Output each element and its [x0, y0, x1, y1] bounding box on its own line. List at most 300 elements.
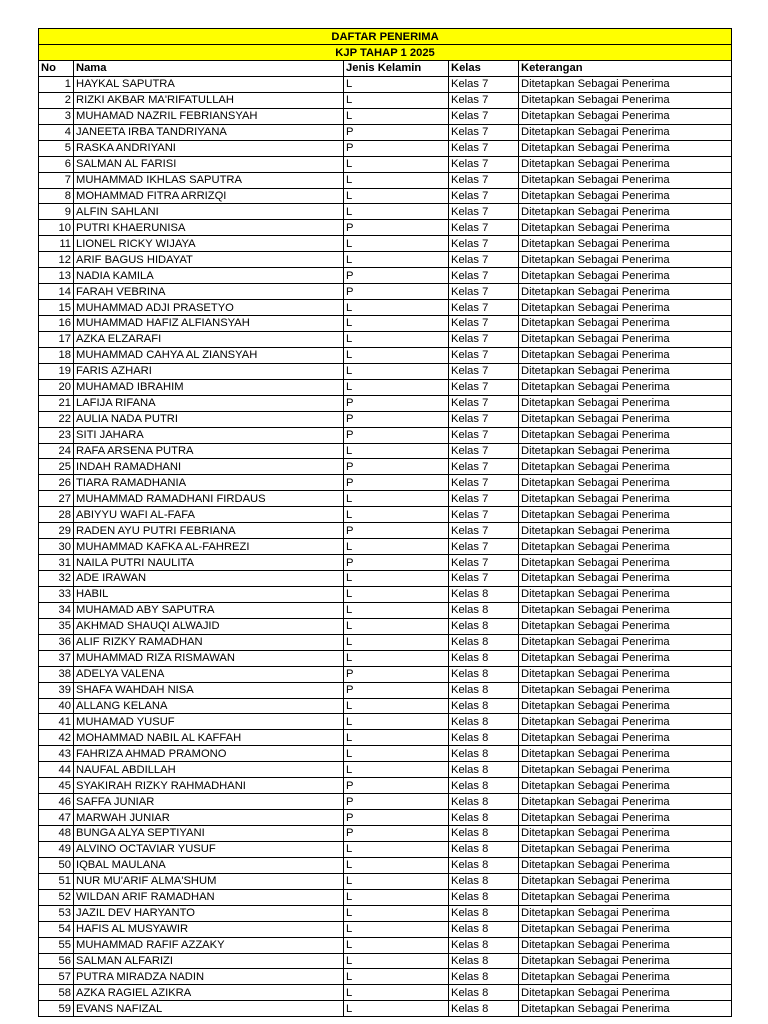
cell-nama: SALMAN AL FARISI	[74, 156, 344, 172]
table-row	[39, 794, 732, 810]
table-row	[39, 539, 732, 555]
table-row	[39, 746, 732, 762]
cell-nama: MOHAMMAD FITRA ARRIZQI	[74, 188, 344, 204]
cell-jenis-kelamin: L	[344, 331, 449, 347]
cell-nama: ALIF RIZKY RAMADHAN	[74, 634, 344, 650]
cell-keterangan: Ditetapkan Sebagai Penerima	[519, 889, 732, 905]
cell-no: 41	[39, 714, 74, 730]
cell-no: 7	[39, 172, 74, 188]
cell-nama: IQBAL MAULANA	[74, 857, 344, 873]
cell-jenis-kelamin: L	[344, 634, 449, 650]
cell-kelas: Kelas 7	[449, 252, 519, 268]
cell-nama: AZKA RAGIEL AZIKRA	[74, 985, 344, 1001]
cell-keterangan: Ditetapkan Sebagai Penerima	[519, 778, 732, 794]
cell-keterangan: Ditetapkan Sebagai Penerima	[519, 586, 732, 602]
col-header-nama: Nama	[74, 61, 344, 77]
table-row	[39, 698, 732, 714]
table-row	[39, 124, 732, 140]
cell-kelas: Kelas 7	[449, 523, 519, 539]
cell-keterangan: Ditetapkan Sebagai Penerima	[519, 682, 732, 698]
col-header-jenis-kelamin: Jenis Kelamin	[344, 61, 449, 77]
table-row	[39, 459, 732, 475]
cell-keterangan: Ditetapkan Sebagai Penerima	[519, 411, 732, 427]
cell-keterangan: Ditetapkan Sebagai Penerima	[519, 252, 732, 268]
cell-no: 27	[39, 491, 74, 507]
cell-kelas: Kelas 8	[449, 969, 519, 985]
cell-jenis-kelamin: L	[344, 156, 449, 172]
cell-no: 23	[39, 427, 74, 443]
table-row	[39, 889, 732, 905]
cell-no: 42	[39, 730, 74, 746]
cell-keterangan: Ditetapkan Sebagai Penerima	[519, 969, 732, 985]
cell-jenis-kelamin: L	[344, 252, 449, 268]
cell-no: 1	[39, 76, 74, 92]
table-row	[39, 905, 732, 921]
table-row	[39, 586, 732, 602]
cell-keterangan: Ditetapkan Sebagai Penerima	[519, 156, 732, 172]
cell-kelas: Kelas 7	[449, 268, 519, 284]
table-row	[39, 841, 732, 857]
cell-no: 6	[39, 156, 74, 172]
col-header-keterangan: Keterangan	[519, 61, 732, 77]
cell-nama: ALLANG KELANA	[74, 698, 344, 714]
cell-kelas: Kelas 8	[449, 618, 519, 634]
title-row	[39, 29, 732, 45]
cell-no: 26	[39, 475, 74, 491]
table-row	[39, 921, 732, 937]
cell-kelas: Kelas 7	[449, 172, 519, 188]
header-row	[39, 61, 732, 77]
cell-keterangan: Ditetapkan Sebagai Penerima	[519, 826, 732, 842]
table-row	[39, 188, 732, 204]
cell-keterangan: Ditetapkan Sebagai Penerima	[519, 268, 732, 284]
table-body	[39, 29, 732, 1017]
table-row	[39, 714, 732, 730]
cell-nama: HAYKAL SAPUTRA	[74, 76, 344, 92]
table-row	[39, 826, 732, 842]
table-row	[39, 810, 732, 826]
cell-nama: FARIS AZHARI	[74, 363, 344, 379]
cell-kelas: Kelas 8	[449, 762, 519, 778]
cell-keterangan: Ditetapkan Sebagai Penerima	[519, 300, 732, 316]
cell-keterangan: Ditetapkan Sebagai Penerima	[519, 985, 732, 1001]
cell-jenis-kelamin: P	[344, 140, 449, 156]
cell-nama: LIONEL RICKY WIJAYA	[74, 236, 344, 252]
cell-jenis-kelamin: L	[344, 539, 449, 555]
table-row	[39, 236, 732, 252]
table-row	[39, 331, 732, 347]
cell-kelas: Kelas 8	[449, 586, 519, 602]
cell-no: 29	[39, 523, 74, 539]
cell-kelas: Kelas 7	[449, 92, 519, 108]
table-row	[39, 778, 732, 794]
cell-keterangan: Ditetapkan Sebagai Penerima	[519, 347, 732, 363]
table-row	[39, 873, 732, 889]
cell-keterangan: Ditetapkan Sebagai Penerima	[519, 650, 732, 666]
cell-kelas: Kelas 7	[449, 76, 519, 92]
table-row	[39, 379, 732, 395]
cell-nama: MUHAMMAD RIZA RISMAWAN	[74, 650, 344, 666]
cell-nama: MUHAMMAD ADJI PRASETYO	[74, 300, 344, 316]
table-row	[39, 252, 732, 268]
cell-nama: EVANS NAFIZAL	[74, 1001, 344, 1017]
cell-jenis-kelamin: L	[344, 316, 449, 332]
cell-no: 35	[39, 618, 74, 634]
table-row	[39, 140, 732, 156]
table-row	[39, 953, 732, 969]
cell-kelas: Kelas 8	[449, 634, 519, 650]
cell-kelas: Kelas 7	[449, 347, 519, 363]
cell-no: 36	[39, 634, 74, 650]
cell-jenis-kelamin: L	[344, 379, 449, 395]
cell-no: 54	[39, 921, 74, 937]
cell-nama: NAILA PUTRI NAULITA	[74, 555, 344, 571]
cell-no: 33	[39, 586, 74, 602]
cell-nama: MUHAMAD ABY SAPUTRA	[74, 602, 344, 618]
cell-keterangan: Ditetapkan Sebagai Penerima	[519, 108, 732, 124]
cell-no: 2	[39, 92, 74, 108]
cell-no: 45	[39, 778, 74, 794]
col-header-kelas: Kelas	[449, 61, 519, 77]
cell-kelas: Kelas 7	[449, 507, 519, 523]
cell-keterangan: Ditetapkan Sebagai Penerima	[519, 571, 732, 587]
cell-nama: RIZKI AKBAR MA'RIFATULLAH	[74, 92, 344, 108]
table-row	[39, 602, 732, 618]
cell-keterangan: Ditetapkan Sebagai Penerima	[519, 873, 732, 889]
cell-jenis-kelamin: L	[344, 300, 449, 316]
cell-nama: MUHAMMAD KAFKA AL-FAHREZI	[74, 539, 344, 555]
cell-no: 38	[39, 666, 74, 682]
cell-kelas: Kelas 7	[449, 331, 519, 347]
cell-nama: MARWAH JUNIAR	[74, 810, 344, 826]
cell-nama: JANEETA IRBA TANDRIYANA	[74, 124, 344, 140]
cell-no: 30	[39, 539, 74, 555]
cell-keterangan: Ditetapkan Sebagai Penerima	[519, 92, 732, 108]
table-row	[39, 634, 732, 650]
cell-keterangan: Ditetapkan Sebagai Penerima	[519, 746, 732, 762]
cell-keterangan: Ditetapkan Sebagai Penerima	[519, 507, 732, 523]
cell-jenis-kelamin: L	[344, 746, 449, 762]
cell-kelas: Kelas 8	[449, 810, 519, 826]
cell-kelas: Kelas 8	[449, 746, 519, 762]
cell-nama: ADELYA VALENA	[74, 666, 344, 682]
cell-jenis-kelamin: L	[344, 586, 449, 602]
cell-no: 57	[39, 969, 74, 985]
cell-keterangan: Ditetapkan Sebagai Penerima	[519, 730, 732, 746]
cell-kelas: Kelas 8	[449, 826, 519, 842]
table-row	[39, 969, 732, 985]
cell-nama: INDAH RAMADHANI	[74, 459, 344, 475]
cell-keterangan: Ditetapkan Sebagai Penerima	[519, 555, 732, 571]
cell-keterangan: Ditetapkan Sebagai Penerima	[519, 140, 732, 156]
cell-keterangan: Ditetapkan Sebagai Penerima	[519, 443, 732, 459]
cell-jenis-kelamin: L	[344, 507, 449, 523]
cell-kelas: Kelas 7	[449, 363, 519, 379]
cell-no: 10	[39, 220, 74, 236]
cell-nama: MOHAMMAD NABIL AL KAFFAH	[74, 730, 344, 746]
cell-kelas: Kelas 8	[449, 921, 519, 937]
cell-kelas: Kelas 8	[449, 778, 519, 794]
cell-keterangan: Ditetapkan Sebagai Penerima	[519, 698, 732, 714]
cell-keterangan: Ditetapkan Sebagai Penerima	[519, 841, 732, 857]
table-row	[39, 427, 732, 443]
cell-keterangan: Ditetapkan Sebagai Penerima	[519, 714, 732, 730]
cell-no: 9	[39, 204, 74, 220]
cell-no: 11	[39, 236, 74, 252]
cell-no: 49	[39, 841, 74, 857]
table-row	[39, 156, 732, 172]
cell-jenis-kelamin: L	[344, 363, 449, 379]
table-subtitle: KJP TAHAP 1 2025	[39, 45, 732, 61]
cell-kelas: Kelas 7	[449, 124, 519, 140]
cell-jenis-kelamin: P	[344, 682, 449, 698]
cell-no: 28	[39, 507, 74, 523]
table-row	[39, 571, 732, 587]
table-row	[39, 300, 732, 316]
cell-no: 8	[39, 188, 74, 204]
cell-jenis-kelamin: P	[344, 523, 449, 539]
cell-keterangan: Ditetapkan Sebagai Penerima	[519, 124, 732, 140]
cell-kelas: Kelas 7	[449, 427, 519, 443]
table-row	[39, 268, 732, 284]
cell-keterangan: Ditetapkan Sebagai Penerima	[519, 762, 732, 778]
cell-nama: ARIF BAGUS HIDAYAT	[74, 252, 344, 268]
cell-nama: HABIL	[74, 586, 344, 602]
table-row	[39, 762, 732, 778]
table-row	[39, 491, 732, 507]
cell-kelas: Kelas 7	[449, 316, 519, 332]
cell-kelas: Kelas 8	[449, 714, 519, 730]
table-row	[39, 363, 732, 379]
cell-nama: NADIA KAMILA	[74, 268, 344, 284]
cell-nama: MUHAMMAD HAFIZ ALFIANSYAH	[74, 316, 344, 332]
cell-jenis-kelamin: L	[344, 188, 449, 204]
cell-nama: MUHAMMAD RAMADHANI FIRDAUS	[74, 491, 344, 507]
table-row	[39, 523, 732, 539]
cell-jenis-kelamin: P	[344, 826, 449, 842]
cell-keterangan: Ditetapkan Sebagai Penerima	[519, 475, 732, 491]
cell-kelas: Kelas 8	[449, 857, 519, 873]
cell-jenis-kelamin: P	[344, 124, 449, 140]
cell-no: 51	[39, 873, 74, 889]
cell-keterangan: Ditetapkan Sebagai Penerima	[519, 220, 732, 236]
cell-jenis-kelamin: P	[344, 395, 449, 411]
table-row	[39, 92, 732, 108]
cell-jenis-kelamin: L	[344, 953, 449, 969]
cell-jenis-kelamin: L	[344, 650, 449, 666]
table-row	[39, 682, 732, 698]
cell-jenis-kelamin: L	[344, 618, 449, 634]
cell-kelas: Kelas 8	[449, 985, 519, 1001]
cell-jenis-kelamin: P	[344, 284, 449, 300]
cell-nama: SAFFA JUNIAR	[74, 794, 344, 810]
cell-nama: ADE IRAWAN	[74, 571, 344, 587]
cell-keterangan: Ditetapkan Sebagai Penerima	[519, 204, 732, 220]
table-row	[39, 475, 732, 491]
cell-no: 15	[39, 300, 74, 316]
cell-no: 22	[39, 411, 74, 427]
cell-nama: MUHAMAD NAZRIL FEBRIANSYAH	[74, 108, 344, 124]
table-row	[39, 730, 732, 746]
cell-kelas: Kelas 8	[449, 1001, 519, 1017]
cell-kelas: Kelas 7	[449, 204, 519, 220]
cell-nama: RASKA ANDRIYANI	[74, 140, 344, 156]
cell-keterangan: Ditetapkan Sebagai Penerima	[519, 316, 732, 332]
table-row	[39, 1001, 732, 1017]
cell-no: 37	[39, 650, 74, 666]
cell-nama: NAUFAL ABDILLAH	[74, 762, 344, 778]
cell-no: 12	[39, 252, 74, 268]
cell-kelas: Kelas 7	[449, 300, 519, 316]
cell-no: 20	[39, 379, 74, 395]
cell-nama: JAZIL DEV HARYANTO	[74, 905, 344, 921]
cell-kelas: Kelas 7	[449, 156, 519, 172]
cell-no: 16	[39, 316, 74, 332]
cell-jenis-kelamin: L	[344, 602, 449, 618]
table-row	[39, 411, 732, 427]
cell-kelas: Kelas 8	[449, 794, 519, 810]
cell-kelas: Kelas 7	[449, 395, 519, 411]
cell-kelas: Kelas 7	[449, 475, 519, 491]
table-row	[39, 618, 732, 634]
cell-no: 44	[39, 762, 74, 778]
cell-kelas: Kelas 7	[449, 491, 519, 507]
table-row	[39, 443, 732, 459]
cell-jenis-kelamin: P	[344, 810, 449, 826]
cell-no: 31	[39, 555, 74, 571]
cell-no: 39	[39, 682, 74, 698]
cell-jenis-kelamin: L	[344, 491, 449, 507]
table-row	[39, 347, 732, 363]
table-row	[39, 220, 732, 236]
cell-jenis-kelamin: L	[344, 236, 449, 252]
cell-keterangan: Ditetapkan Sebagai Penerima	[519, 666, 732, 682]
cell-nama: RAFA ARSENA PUTRA	[74, 443, 344, 459]
table-row	[39, 172, 732, 188]
cell-jenis-kelamin: P	[344, 666, 449, 682]
cell-kelas: Kelas 7	[449, 459, 519, 475]
cell-keterangan: Ditetapkan Sebagai Penerima	[519, 491, 732, 507]
cell-jenis-kelamin: P	[344, 459, 449, 475]
cell-keterangan: Ditetapkan Sebagai Penerima	[519, 810, 732, 826]
cell-keterangan: Ditetapkan Sebagai Penerima	[519, 523, 732, 539]
cell-nama: BUNGA ALYA SEPTIYANI	[74, 826, 344, 842]
table-row	[39, 204, 732, 220]
cell-jenis-kelamin: L	[344, 985, 449, 1001]
cell-nama: SALMAN ALFARIZI	[74, 953, 344, 969]
cell-jenis-kelamin: L	[344, 873, 449, 889]
cell-no: 21	[39, 395, 74, 411]
cell-keterangan: Ditetapkan Sebagai Penerima	[519, 284, 732, 300]
cell-no: 13	[39, 268, 74, 284]
subtitle-row	[39, 45, 732, 61]
cell-kelas: Kelas 8	[449, 841, 519, 857]
cell-jenis-kelamin: L	[344, 1001, 449, 1017]
cell-nama: MUHAMMAD IKHLAS SAPUTRA	[74, 172, 344, 188]
cell-no: 14	[39, 284, 74, 300]
cell-no: 40	[39, 698, 74, 714]
cell-nama: MUHAMMAD CAHYA AL ZIANSYAH	[74, 347, 344, 363]
cell-nama: AKHMAD SHAUQI ALWAJID	[74, 618, 344, 634]
cell-no: 52	[39, 889, 74, 905]
cell-kelas: Kelas 7	[449, 555, 519, 571]
cell-kelas: Kelas 8	[449, 650, 519, 666]
cell-nama: ABIYYU WAFI AL-FAFA	[74, 507, 344, 523]
cell-kelas: Kelas 7	[449, 188, 519, 204]
cell-keterangan: Ditetapkan Sebagai Penerima	[519, 602, 732, 618]
cell-jenis-kelamin: L	[344, 969, 449, 985]
cell-keterangan: Ditetapkan Sebagai Penerima	[519, 459, 732, 475]
table-row	[39, 395, 732, 411]
cell-nama: ALVINO OCTAVIAR YUSUF	[74, 841, 344, 857]
cell-jenis-kelamin: P	[344, 220, 449, 236]
cell-keterangan: Ditetapkan Sebagai Penerima	[519, 539, 732, 555]
cell-kelas: Kelas 7	[449, 571, 519, 587]
cell-keterangan: Ditetapkan Sebagai Penerima	[519, 236, 732, 252]
cell-nama: AZKA ELZARAFI	[74, 331, 344, 347]
cell-no: 43	[39, 746, 74, 762]
cell-jenis-kelamin: L	[344, 921, 449, 937]
cell-kelas: Kelas 8	[449, 698, 519, 714]
cell-nama: FAHRIZA AHMAD PRAMONO	[74, 746, 344, 762]
cell-no: 18	[39, 347, 74, 363]
table-row	[39, 108, 732, 124]
cell-kelas: Kelas 7	[449, 443, 519, 459]
cell-no: 34	[39, 602, 74, 618]
cell-kelas: Kelas 8	[449, 873, 519, 889]
table-row	[39, 507, 732, 523]
cell-keterangan: Ditetapkan Sebagai Penerima	[519, 905, 732, 921]
cell-kelas: Kelas 7	[449, 284, 519, 300]
cell-kelas: Kelas 8	[449, 937, 519, 953]
cell-jenis-kelamin: L	[344, 571, 449, 587]
cell-jenis-kelamin: L	[344, 108, 449, 124]
cell-jenis-kelamin: P	[344, 794, 449, 810]
cell-jenis-kelamin: P	[344, 475, 449, 491]
cell-no: 24	[39, 443, 74, 459]
cell-keterangan: Ditetapkan Sebagai Penerima	[519, 76, 732, 92]
cell-kelas: Kelas 8	[449, 666, 519, 682]
cell-jenis-kelamin: P	[344, 268, 449, 284]
cell-nama: MUHAMAD IBRAHIM	[74, 379, 344, 395]
cell-jenis-kelamin: L	[344, 762, 449, 778]
table-row	[39, 316, 732, 332]
cell-no: 58	[39, 985, 74, 1001]
cell-keterangan: Ditetapkan Sebagai Penerima	[519, 1001, 732, 1017]
cell-no: 5	[39, 140, 74, 156]
cell-nama: PUTRA MIRADZA NADIN	[74, 969, 344, 985]
cell-keterangan: Ditetapkan Sebagai Penerima	[519, 427, 732, 443]
cell-keterangan: Ditetapkan Sebagai Penerima	[519, 618, 732, 634]
cell-jenis-kelamin: L	[344, 204, 449, 220]
cell-nama: RADEN AYU PUTRI FEBRIANA	[74, 523, 344, 539]
cell-no: 56	[39, 953, 74, 969]
cell-no: 55	[39, 937, 74, 953]
cell-keterangan: Ditetapkan Sebagai Penerima	[519, 379, 732, 395]
cell-jenis-kelamin: L	[344, 905, 449, 921]
cell-kelas: Kelas 7	[449, 379, 519, 395]
col-header-no: No	[39, 61, 74, 77]
cell-nama: TIARA RAMADHANIA	[74, 475, 344, 491]
table-row	[39, 666, 732, 682]
table-row	[39, 555, 732, 571]
cell-jenis-kelamin: P	[344, 778, 449, 794]
cell-nama: MUHAMMAD RAFIF AZZAKY	[74, 937, 344, 953]
cell-nama: SITI JAHARA	[74, 427, 344, 443]
cell-keterangan: Ditetapkan Sebagai Penerima	[519, 395, 732, 411]
cell-jenis-kelamin: L	[344, 841, 449, 857]
cell-keterangan: Ditetapkan Sebagai Penerima	[519, 921, 732, 937]
